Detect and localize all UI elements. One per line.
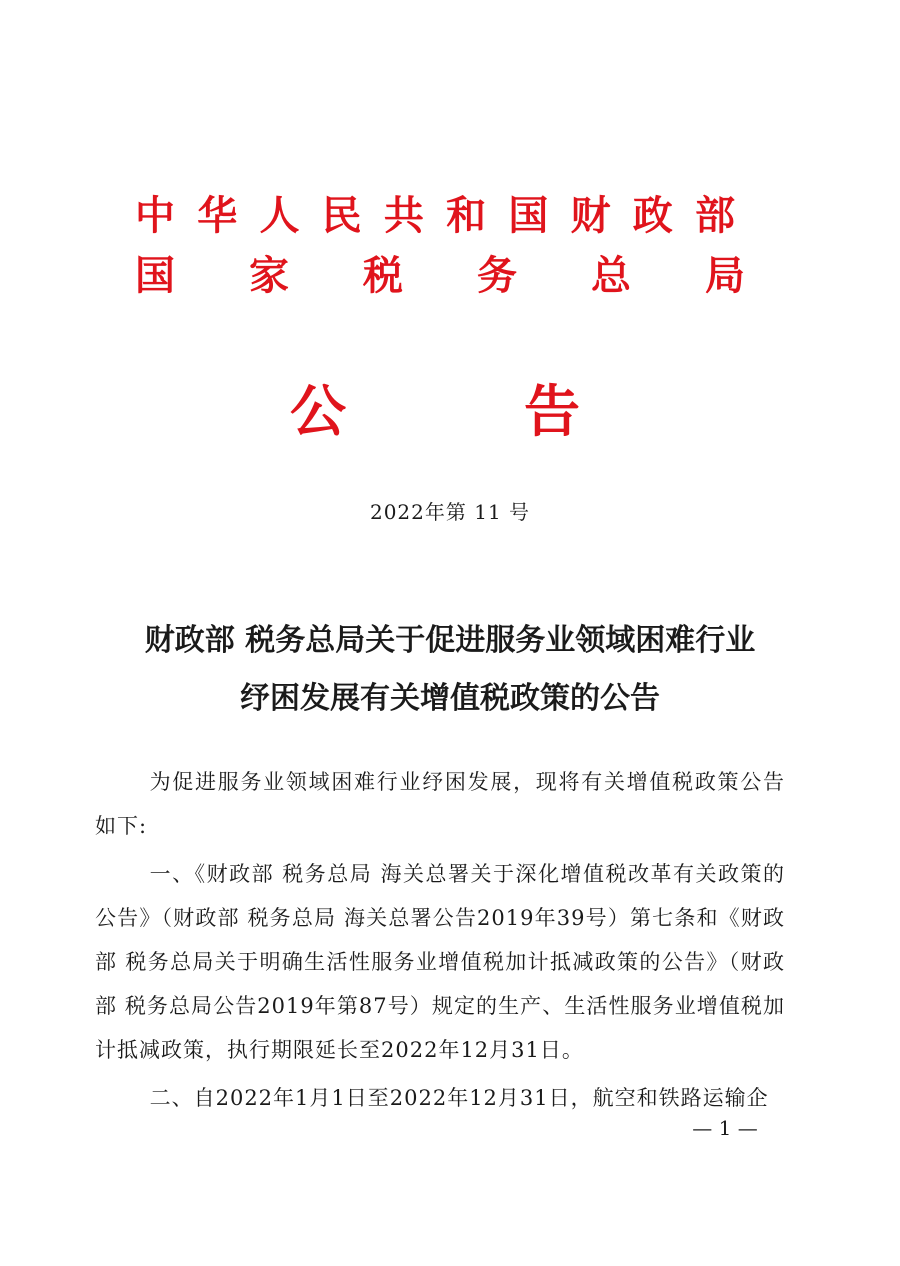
doc-type-char: 告 [524, 379, 580, 445]
issuer-ministry-of-finance [135, 190, 745, 242]
issuer-char: 家 [249, 252, 289, 299]
issuer-char: 国 [135, 252, 175, 299]
issuer-char: 政 [632, 192, 683, 239]
issuer-char: 局 [705, 252, 745, 299]
issuer-state-taxation-administration [135, 250, 745, 302]
issuer-char: 民 [321, 192, 372, 239]
doc-type-char: 公 [290, 379, 346, 445]
issuer-char: 共 [383, 192, 434, 239]
issuer-char: 部 [694, 192, 745, 239]
title-line: 财政部 税务总局关于促进服务业领域困难行业 [144, 623, 756, 658]
title-line: 纾困发展有关增值税政策的公告 [240, 681, 660, 716]
document-type-heading [290, 380, 580, 444]
issuer-char: 务 [477, 252, 517, 299]
issuer-char: 总 [591, 252, 631, 299]
issuer-char: 人 [259, 192, 310, 239]
document-number: 2022年第 11 号 [369, 500, 531, 524]
body-paragraph: 二、自2022年1月1日至2022年12月31日，航空和铁路运输企 [149, 1086, 769, 1110]
issuer-char: 和 [446, 192, 497, 239]
issuer-char: 税 [363, 252, 403, 299]
issuer-char: 华 [197, 192, 248, 239]
issuer-char: 中 [135, 192, 185, 239]
document-body [95, 760, 785, 1120]
page-number: — 1 — [692, 1116, 758, 1140]
issuer-char: 国 [508, 192, 559, 239]
issuer-char: 财 [570, 192, 621, 239]
body-paragraph: 为促进服务业领域困难行业纾困发展，现将有关增值税政策公告如下: [95, 770, 785, 838]
document-title [100, 612, 800, 728]
body-paragraph: 一、《财政部 税务总局 海关总署关于深化增值税改革有关政策的公告》（财政部 税务总局 海关总署公告2019年39号）第七条和《财政部 税务总局关于明确生活性服务业增值税加计抵减政策的公告》（财政部 税务总局公告2019年第87号）规定的生产、生活性服务业增值税加计抵减政策，执行期限延长至2022年12月31日。 [95, 862, 785, 1062]
